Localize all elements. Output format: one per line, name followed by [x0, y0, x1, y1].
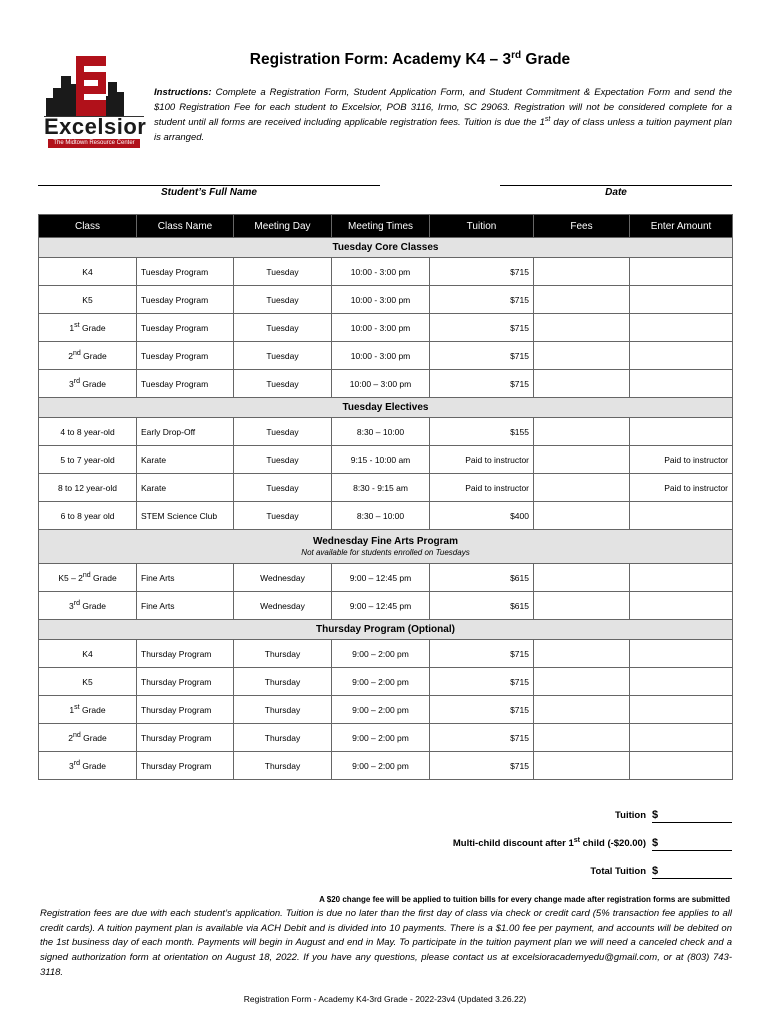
tuition-cell: $400 [430, 502, 534, 530]
class-cell: 1st Grade [39, 314, 137, 342]
table-row [39, 446, 733, 474]
class-name-cell: Karate [137, 474, 234, 502]
meeting-day-cell: Tuesday [234, 446, 332, 474]
class-cell: K5 [39, 286, 137, 314]
class-name-cell: Tuesday Program [137, 342, 234, 370]
meeting-day-cell: Thursday [234, 696, 332, 724]
tuition-cell: $615 [430, 592, 534, 620]
class-name-cell: Thursday Program [137, 668, 234, 696]
header-class: Class [39, 215, 137, 238]
header-meeting-day: Meeting Day [234, 215, 332, 238]
registration-table [38, 214, 733, 780]
header-class-name: Class Name [137, 215, 234, 238]
page-footer: Registration Form - Academy K4-3rd Grade - 2022-23v4 (Updated 3.26.22) [243, 994, 527, 1004]
tuition-cell: $715 [430, 258, 534, 286]
tuition-cell: $615 [430, 564, 534, 592]
meeting-day-cell: Tuesday [234, 314, 332, 342]
class-name-cell: Tuesday Program [137, 314, 234, 342]
total-tuition-label: Total Tuition [590, 866, 646, 877]
section-header-row [39, 398, 733, 418]
fees-cell[interactable] [534, 502, 630, 530]
class-cell: 3rd Grade [39, 370, 137, 398]
table-row [39, 370, 733, 398]
discount-field[interactable]: $ [652, 836, 732, 851]
class-name-cell: Thursday Program [137, 752, 234, 780]
section-title-text: Wednesday Fine Arts Program [312, 535, 459, 547]
meeting-day-cell: Thursday [234, 752, 332, 780]
meeting-day-cell: Tuesday [234, 286, 332, 314]
tuition-cell: $715 [430, 370, 534, 398]
class-cell: K4 [39, 258, 137, 286]
meeting-time-cell: 9:00 – 2:00 pm [332, 696, 430, 724]
table-row [39, 418, 733, 446]
logo-tagline: The Midtown Resource Center [48, 139, 140, 148]
enter-amount-cell[interactable] [630, 696, 733, 724]
tuition-cell: $715 [430, 724, 534, 752]
meeting-day-cell: Thursday [234, 724, 332, 752]
fees-cell[interactable] [534, 258, 630, 286]
section-title [39, 530, 733, 564]
class-name-cell: Thursday Program [137, 724, 234, 752]
meeting-time-cell: 10:00 - 3:00 pm [332, 314, 430, 342]
date-field[interactable] [500, 185, 732, 186]
fees-cell[interactable] [534, 286, 630, 314]
class-cell: 6 to 8 year old [39, 502, 137, 530]
class-name-cell: Fine Arts [137, 564, 234, 592]
meeting-day-cell: Wednesday [234, 564, 332, 592]
section-title [39, 398, 733, 418]
meeting-time-cell: 9:00 – 12:45 pm [332, 564, 430, 592]
class-name-cell: Tuesday Program [137, 258, 234, 286]
class-name-cell: Thursday Program [137, 696, 234, 724]
table-row [39, 592, 733, 620]
excelsior-logo [44, 54, 147, 148]
tuition-cell: $715 [430, 342, 534, 370]
meeting-time-cell: 10:00 - 3:00 pm [332, 258, 430, 286]
enter-amount-cell[interactable]: Paid to instructor [630, 446, 733, 474]
section-title-text: Thursday Program (Optional) [316, 624, 455, 635]
tuition-cell: Paid to instructor [430, 446, 534, 474]
tuition-cell: $715 [430, 314, 534, 342]
class-cell: K5 [39, 668, 137, 696]
class-name-cell: Fine Arts [137, 592, 234, 620]
fees-cell[interactable] [534, 418, 630, 446]
fees-cell[interactable] [534, 696, 630, 724]
class-cell: 1st Grade [39, 696, 137, 724]
meeting-time-cell: 9:00 – 2:00 pm [332, 752, 430, 780]
table-row [39, 564, 733, 592]
meeting-time-cell: 9:00 – 12:45 pm [332, 592, 430, 620]
meeting-day-cell: Thursday [234, 640, 332, 668]
class-name-cell: Thursday Program [137, 640, 234, 668]
fees-cell[interactable] [534, 752, 630, 780]
class-cell: K5 – 2nd Grade [39, 564, 137, 592]
meeting-time-cell: 9:15 - 10:00 am [332, 446, 430, 474]
section-title [39, 238, 733, 258]
class-cell: 3rd Grade [39, 752, 137, 780]
meeting-time-cell: 8:30 - 9:15 am [332, 474, 430, 502]
enter-amount-cell[interactable] [630, 752, 733, 780]
payment-policy: Registration fees are due with each student’s application. Tuition is due no later than the first day of class via check or credit card (5% transaction fee applies to all credit cards). A tuition payment plan is available via ACH Debit and is divided into 10 payments. There is a $1.00 fee per payment, and accounts will be debited on the 1st business day of each month. Payments will begin in August and end in May. To participate in the tuition payment plan we will need a canceled check and a signed authorization form at orientation on August 18, 2022. If you have any questions, please contact us at excelsioracademyedu@gmail.com, or at (803) 743-3118. [40, 908, 732, 978]
discount-label: Multi-child discount after 1st child (-$20.00) [452, 836, 646, 849]
fees-cell[interactable] [534, 564, 630, 592]
fees-cell[interactable] [534, 592, 630, 620]
student-name-label: Student’s Full Name [161, 187, 257, 198]
class-name-cell: Karate [137, 446, 234, 474]
student-name-field[interactable] [38, 185, 380, 186]
class-cell: K4 [39, 640, 137, 668]
class-cell: 8 to 12 year-old [39, 474, 137, 502]
meeting-time-cell: 10:00 - 3:00 pm [332, 286, 430, 314]
enter-amount-cell[interactable]: Paid to instructor [630, 474, 733, 502]
tuition-cell: $155 [430, 418, 534, 446]
table-row [39, 314, 733, 342]
table-row [39, 258, 733, 286]
table-row [39, 696, 733, 724]
section-note: Not available for students enrolled on Tuesdays [301, 547, 470, 557]
enter-amount-cell[interactable] [630, 418, 733, 446]
instructions: Instructions: Complete a Registration Form, Student Application Form, and Student Commitment & Expectation Form and send the $100 Registration Fee for each student to Excelsior, POB 3116, Irmo, SC 29063. Registration will not be considered complete for a student until all forms are received including applicable registration fees. Tuition is due the 1st day of class unless a tuition payment plan is arranged. [154, 87, 732, 143]
meeting-time-cell: 9:00 – 2:00 pm [332, 668, 430, 696]
enter-amount-cell[interactable] [630, 668, 733, 696]
class-name-cell: STEM Science Club [137, 502, 234, 530]
tuition-cell: $715 [430, 286, 534, 314]
enter-amount-cell[interactable] [630, 370, 733, 398]
enter-amount-cell[interactable] [630, 592, 733, 620]
enter-amount-cell[interactable] [630, 640, 733, 668]
class-name-cell: Tuesday Program [137, 370, 234, 398]
date-label: Date [605, 187, 627, 198]
total-tuition-field[interactable]: $ [652, 864, 732, 879]
class-cell: 5 to 7 year-old [39, 446, 137, 474]
tuition-cell: $715 [430, 752, 534, 780]
fees-cell[interactable] [534, 668, 630, 696]
table-row [39, 752, 733, 780]
meeting-day-cell: Tuesday [234, 370, 332, 398]
fees-cell[interactable] [534, 370, 630, 398]
table-row [39, 640, 733, 668]
enter-amount-cell[interactable] [630, 502, 733, 530]
section-header-row [39, 620, 733, 640]
fees-cell[interactable] [534, 474, 630, 502]
meeting-time-cell: 10:00 – 3:00 pm [332, 370, 430, 398]
fees-cell[interactable] [534, 640, 630, 668]
section-title-text: Tuesday Core Classes [332, 242, 439, 253]
enter-amount-cell[interactable] [630, 314, 733, 342]
meeting-day-cell: Tuesday [234, 258, 332, 286]
table-body [39, 238, 733, 780]
class-name-cell: Early Drop-Off [137, 418, 234, 446]
tuition-cell: $715 [430, 640, 534, 668]
fees-cell[interactable] [534, 724, 630, 752]
section-header-row [39, 530, 733, 564]
class-name-cell: Tuesday Program [137, 286, 234, 314]
logo-wordmark: Excelsior [44, 114, 147, 139]
meeting-day-cell: Wednesday [234, 592, 332, 620]
table-row [39, 474, 733, 502]
header-meeting-times: Meeting Times [332, 215, 430, 238]
instructions-label: Instructions: [154, 87, 212, 98]
meeting-time-cell: 9:00 – 2:00 pm [332, 724, 430, 752]
class-cell: 2nd Grade [39, 342, 137, 370]
class-cell: 3rd Grade [39, 592, 137, 620]
tuition-cell: Paid to instructor [430, 474, 534, 502]
meeting-time-cell: 8:30 – 10:00 [332, 502, 430, 530]
meeting-time-cell: 10:00 - 3:00 pm [332, 342, 430, 370]
table-header-row [39, 215, 733, 238]
header-enter-amount: Enter Amount [630, 215, 733, 238]
meeting-day-cell: Tuesday [234, 474, 332, 502]
enter-amount-cell[interactable] [630, 286, 733, 314]
fees-cell[interactable] [534, 446, 630, 474]
meeting-time-cell: 8:30 – 10:00 [332, 418, 430, 446]
table-row [39, 724, 733, 752]
meeting-day-cell: Tuesday [234, 342, 332, 370]
enter-amount-cell[interactable] [630, 258, 733, 286]
tuition-cell: $715 [430, 696, 534, 724]
section-header-row [39, 238, 733, 258]
tuition-cell: $715 [430, 668, 534, 696]
class-cell: 4 to 8 year-old [39, 418, 137, 446]
meeting-day-cell: Tuesday [234, 418, 332, 446]
header-fees: Fees [534, 215, 630, 238]
enter-amount-cell[interactable] [630, 342, 733, 370]
table-row [39, 502, 733, 530]
tuition-total-label: Tuition [615, 810, 646, 821]
change-fee-note: A $20 change fee will be applied to tuition bills for every change made after registration forms are submitted [319, 895, 730, 904]
fees-cell[interactable] [534, 314, 630, 342]
header-tuition: Tuition [430, 215, 534, 238]
section-title-text: Tuesday Electives [342, 402, 429, 413]
enter-amount-cell[interactable] [630, 724, 733, 752]
tuition-total-field[interactable]: $ [652, 808, 732, 823]
page-title: Registration Form: Academy K4 – 3rd Grade [249, 49, 571, 68]
meeting-day-cell: Tuesday [234, 502, 332, 530]
class-cell: 2nd Grade [39, 724, 137, 752]
table-row [39, 342, 733, 370]
table-row [39, 286, 733, 314]
meeting-time-cell: 9:00 – 2:00 pm [332, 640, 430, 668]
enter-amount-cell[interactable] [630, 564, 733, 592]
meeting-day-cell: Thursday [234, 668, 332, 696]
section-title [39, 620, 733, 640]
table-row [39, 668, 733, 696]
fees-cell[interactable] [534, 342, 630, 370]
